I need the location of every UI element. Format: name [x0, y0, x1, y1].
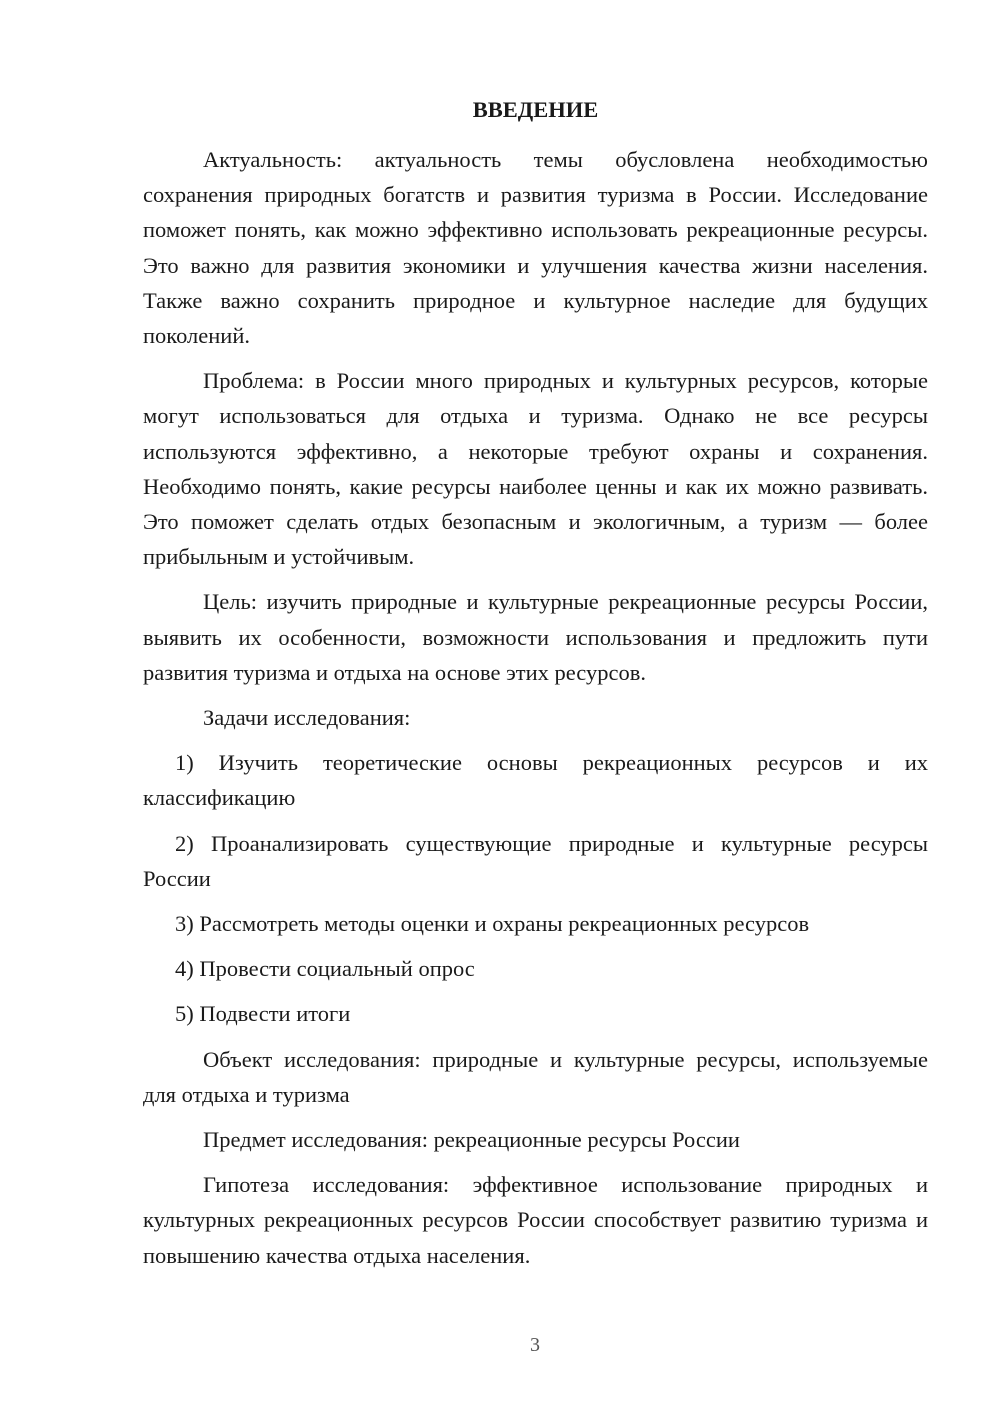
- object-paragraph: Объект исследования: природные и культурные ресурсы, используемые для отдыха и туризма: [143, 1046, 928, 1107]
- relevance-paragraph: Актуальность: актуальность темы обусловлена необходимостью сохранения природных богатств и развития туризма в России. Исследование поможет понять, как можно эффективно использовать рекреационные ресурсы. Это важно для развития экономики и улучшения качества жизни населения. Также важно сохранить природное и культурное наследие для будущих поколений.: [143, 147, 928, 349]
- document-body: [143, 92, 928, 1283]
- subject-paragraph: Предмет исследования: рекреационные ресурсы России: [203, 1127, 740, 1153]
- task-item-3: 3) Рассмотреть методы оценки и охраны рекреационных ресурсов: [175, 911, 810, 937]
- hypothesis-paragraph: Гипотеза исследования: эффективное использование природных и культурных рекреационных ресурсов России способствует развитию туризма и повышению качества отдыха населения.: [143, 1172, 928, 1268]
- task-item-1: 1) Изучить теоретические основы рекреационных ресурсов и их классификацию: [143, 750, 928, 811]
- task-item-4: 4) Провести социальный опрос: [175, 956, 475, 982]
- task-item-5: 5) Подвести итоги: [175, 1001, 351, 1027]
- goal-paragraph: Цель: изучить природные и культурные рекреационные ресурсы России, выявить их особенности, возможности использования и предложить пути развития туризма и отдыха на основе этих ресурсов.: [143, 589, 928, 685]
- page-number: 3: [530, 1334, 540, 1356]
- section-title: ВВЕДЕНИЕ: [472, 97, 599, 122]
- task-item-2: 2) Проанализировать существующие природные и культурные ресурсы России: [143, 830, 928, 891]
- problem-paragraph: Проблема: в России много природных и культурных ресурсов, которые могут использоваться для отдыха и туризма. Однако не все ресурсы используются эффективно, а некоторые требуют охраны и сохранения. Необходимо понять, какие ресурсы наиболее ценны и как их можно развивать. Это поможет сделать отдых безопасным и экологичным, а туризм — более прибыльным и устойчивым.: [143, 368, 928, 570]
- tasks-heading: Задачи исследования:: [203, 705, 411, 731]
